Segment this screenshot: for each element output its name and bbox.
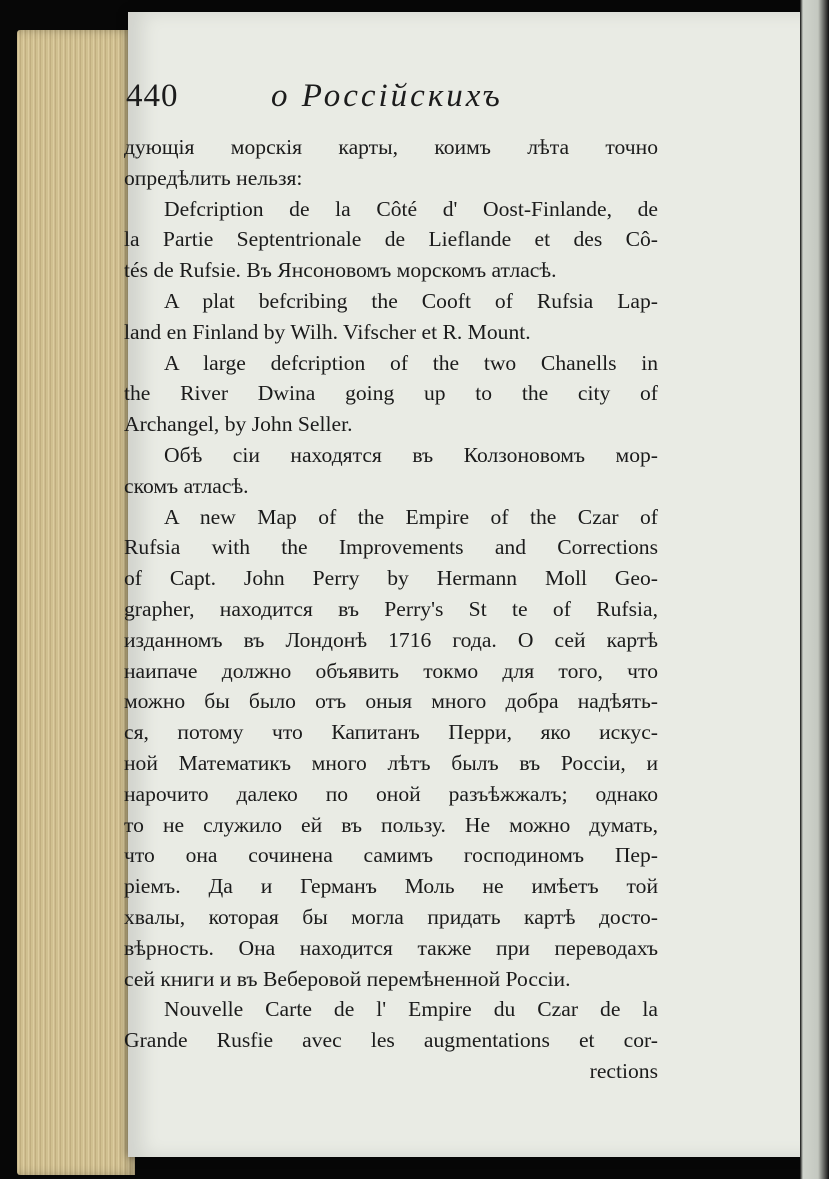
text-line: хвалы, которая бы могла придать картѣ досто- (124, 904, 658, 929)
text-line: скомъ атласѣ. (124, 473, 249, 498)
text-line: grapher, находится въ Perry's St te of Rufsia, (124, 596, 658, 621)
text-line: ріемъ. Да и Германъ Моль не имѣетъ той (124, 874, 658, 899)
page-number: 440 (126, 78, 179, 114)
text-line: Archangel, by John Seller. (124, 412, 353, 437)
text-line: наипаче должно объявить токмо для того, что (124, 658, 658, 683)
text-line: изданномъ въ Лондонѣ 1716 года. О сей картѣ (124, 627, 658, 652)
text-line: что она сочинена самимъ господиномъ Пер- (124, 843, 658, 868)
running-head: о Россійскихъ (271, 78, 503, 114)
text-line: la Partie Septentrionale de Lieflande et des Cô- (124, 227, 658, 252)
body-text (124, 132, 658, 1087)
text-line: Grande Rusfie avec les augmentations et cor- (124, 1028, 658, 1053)
catchword-line (124, 1056, 658, 1087)
text-line: дующія морскія карты, коимъ лѣта точно (124, 135, 658, 159)
text-line: ся, потому что Капитанъ Перри, яко искус- (124, 720, 658, 745)
text-line: ной Математикъ много лѣтъ былъ въ Россіи, и (124, 750, 658, 775)
text-line: the River Dwina going up to the city of (124, 381, 658, 406)
text-line: можно бы было отъ оныя много добра надѣять- (124, 689, 658, 714)
facing-page-edge (800, 0, 829, 1179)
text-line: Defcription de la Côté d' Oost-Finlande, de (164, 196, 658, 221)
text-line: вѣрность. Она находится также при переводахъ (124, 935, 658, 960)
text-line: A large defcription of the two Chanells in (164, 350, 658, 375)
text-line: Обѣ сіи находятся въ Колзоновомъ мор- (164, 442, 658, 467)
catchword: rections (589, 1058, 658, 1083)
page-header (126, 78, 646, 128)
page-edges (17, 30, 135, 1175)
text-line: A new Map of the Empire of the Czar of (164, 504, 658, 529)
text-line: Rufsia with the Improvements and Corrections (124, 535, 658, 560)
text-line: A plat befcribing the Cooft of Rufsia Lap- (164, 288, 658, 313)
text-line: сей книги и въ Веберовой перемѣненной Россіи. (124, 966, 571, 991)
text-line: land en Finland by Wilh. Vifscher et R. Mount. (124, 319, 531, 344)
text-line: of Capt. John Perry by Hermann Moll Geo- (124, 566, 658, 591)
text-line: tés de Rufsie. Въ Янсоновомъ морскомъ атласѣ. (124, 258, 557, 283)
text-line: опредѣлить нельзя: (124, 165, 303, 190)
text-line: то не служило ей въ пользу. Не можно думать, (124, 812, 658, 837)
text-line: нарочито далеко по оной разъѣжжалъ; однако (124, 781, 658, 806)
text-line: Nouvelle Carte de l' Empire du Czar de la (164, 997, 658, 1022)
